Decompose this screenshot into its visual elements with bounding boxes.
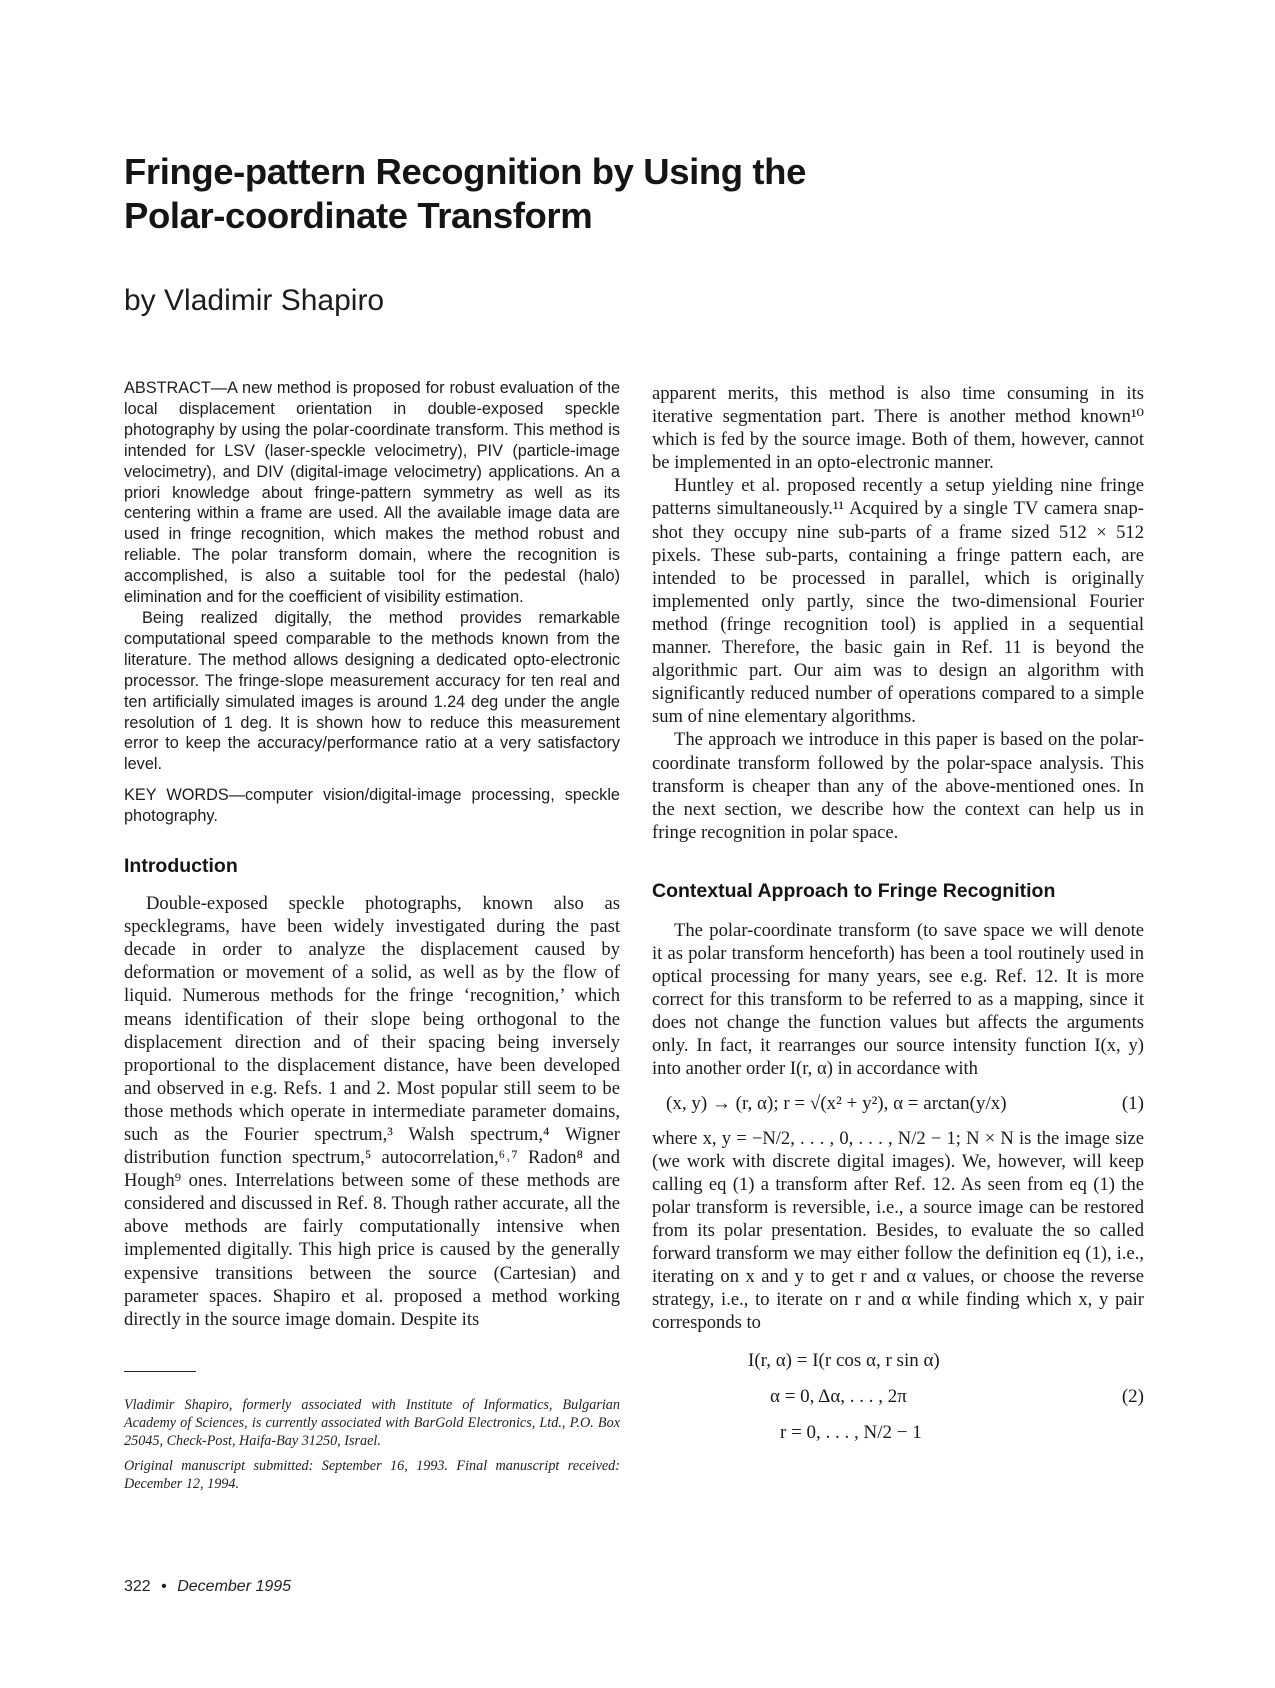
- equation-2-number: (2): [1121, 1386, 1144, 1408]
- left-column: [124, 378, 620, 1493]
- equation-1-number: (1): [1121, 1092, 1144, 1114]
- author-byline: by Vladimir Shapiro: [124, 284, 385, 317]
- page-footer: [124, 1578, 291, 1596]
- equation-2-line-3: r = 0, . . . , N/2 − 1: [780, 1422, 922, 1444]
- abstract-paragraph-2: Being realized digitally, the method provides remarkable computational speed comparable to the methods known from the literature. The method allows designing a dedicated opto-electronic processor. The fringe-slope measurement accuracy for ten real and ten artificially simulated images is around 1.24 deg under the angle resolution of 1 deg. It is shown how to reduce this measurement error to keep the accuracy/performance ratio at a very satisfactory level.: [124, 608, 620, 774]
- paper-title: [124, 150, 1024, 238]
- abstract: [124, 378, 620, 827]
- contextual-body: [652, 919, 1144, 1081]
- keywords: KEY WORDS—computer vision/digital-image processing, speckle photography.: [124, 786, 620, 826]
- right-paragraph-5: where x, y = −N/2, . . . , 0, . . . , N/2 − 1; N × N is the image size (we work with discrete digital images). We, however, will keep calling eq (1) a transform after Ref. 12. As seen from eq (1) the polar transform is reversible, i.e., a source image can be restored from its polar presentation. Besides, to evaluate the so called forward transform we may either follow the definition eq (1), i.e., iterating on x and y to get r and α values, or choose the reverse strategy, i.e., to iterate on r and α while finding which x, y pair corresponds to: [652, 1127, 1144, 1334]
- contextual-body-2: [652, 1127, 1144, 1335]
- right-paragraph-2: Huntley et al. proposed recently a setup yielding nine fringe patterns simultaneously.¹¹ Acquired by a single TV camera snap-shot they occupy nine sub-parts of a frame sized 512 × 512 pixels. These sub-parts, containing a fringe pattern each, are intended to be processed in parallel, which is originally implemented only partly, since the two-dimensional Fourier method (fringe recognition tool) is applied in a sequential manner. Therefore, the basic gain in Ref. 11 is beyond the algorithmic part. Our aim was to design an algorithm with significantly reduced number of operations compared to a simple sum of nine elementary algorithms.: [652, 475, 1144, 728]
- author-affiliation-footnote: Vladimir Shapiro, formerly associated with Institute of Informatics, Bulgarian Academy of Sciences, is currently associated with BarGold Electronics, Ltd., P.O. Box 25045, Check-Post, Haifa-Bay 31250, Israel.: [124, 1396, 620, 1450]
- right-paragraph-4: The polar-coordinate transform (to save space we will denote it as polar transform henceforth) has been a tool routinely used in optical processing for many years, see e.g. Ref. 12. It is more correct for this transform to be referred to as a mapping, since it does not change the function values but affects the arguments only. In fact, it rearranges our source intensity function I(x, y) into another order I(r, α) in accordance with: [652, 919, 1144, 1080]
- introduction-body: [124, 892, 620, 1331]
- right-body: [652, 382, 1144, 844]
- equation-2: [652, 1350, 1144, 1462]
- manuscript-dates-footnote: Original manuscript submitted: September 16, 1993. Final manuscript received: December 12, 1994.: [124, 1457, 620, 1492]
- equation-1-body: (x, y) → (r, α); r = √(x² + y²), α = arctan(y/x): [666, 1092, 1007, 1114]
- contextual-approach-heading: Contextual Approach to Fringe Recognition: [652, 879, 1056, 902]
- equation-2-line-1: I(r, α) = I(r cos α, r sin α): [748, 1350, 940, 1372]
- right-column: [652, 382, 1144, 1462]
- footnote-divider: [124, 1371, 196, 1372]
- right-paragraph-3: The approach we introduce in this paper is based on the polar-coordinate transform followed by the polar-space analysis. This transform is cheaper than any of the above-mentioned ones. In the next section, we describe how the context can help us in fringe recognition in polar space.: [652, 729, 1144, 843]
- title-line-2: Polar-coordinate Transform: [124, 194, 593, 236]
- title-line-1: Fringe-pattern Recognition by Using the: [124, 151, 806, 192]
- page-number: 322: [124, 1578, 151, 1595]
- issue-date: December 1995: [177, 1578, 292, 1595]
- equation-1: [652, 1081, 1144, 1127]
- abstract-paragraph-1: ABSTRACT—A new method is proposed for robust evaluation of the local displacement orientation in double-exposed speckle photography by using the polar-coordinate transform. This method is intended for LSV (laser-speckle velocimetry), PIV (particle-image velocimetry), and DIV (digital-image velocimetry) applications. An a priori knowledge about fringe-pattern symmetry as well as its centering within a frame are used. All the available image data are used in fringe recognition, which makes the method robust and reliable. The polar transform domain, where the recognition is accomplished, is also a suitable tool for the pedestal (halo) elimination and for the coefficient of visibility estimation.: [124, 379, 620, 607]
- footer-bullet: •: [161, 1578, 167, 1595]
- right-paragraph-1: apparent merits, this method is also time consuming in its iterative segmentation part. There is another method known¹⁰ which is fed by the source image. Both of them, however, cannot be implemented in an opto-electronic manner.: [652, 383, 1144, 474]
- equation-2-line-2: α = 0, Δα, . . . , 2π: [770, 1386, 907, 1408]
- introduction-paragraph: Double-exposed speckle photographs, known also as specklegrams, have been widely investigated during the past decade in order to analyze the displacement caused by deformation or movement of a solid, as well as by the flow of liquid. Numerous methods for the fringe ‘recognition,’ which means identification of their slope being orthogonal to the displacement direction and of their spacing being inversely proportional to the displacement distance, have been developed and observed in e.g. Refs. 1 and 2. Most popular still seem to be those methods which operate in intermediate parameter domains, such as the Fourier spectrum,³ Walsh spectrum,⁴ Wigner distribution function spectrum,⁵ autocorrelation,⁶˒⁷ Radon⁸ and Hough⁹ ones. Interrelations between some of these methods are considered and discussed in Ref. 8. Though rather accurate, all the above methods are fairly computationally intensive when implemented digitally. This high price is caused by the generally expensive transitions between the source (Cartesian) and parameter spaces. Shapiro et al. proposed a method working directly in the source image domain. Despite its: [124, 893, 620, 1330]
- introduction-heading: Introduction: [124, 855, 238, 878]
